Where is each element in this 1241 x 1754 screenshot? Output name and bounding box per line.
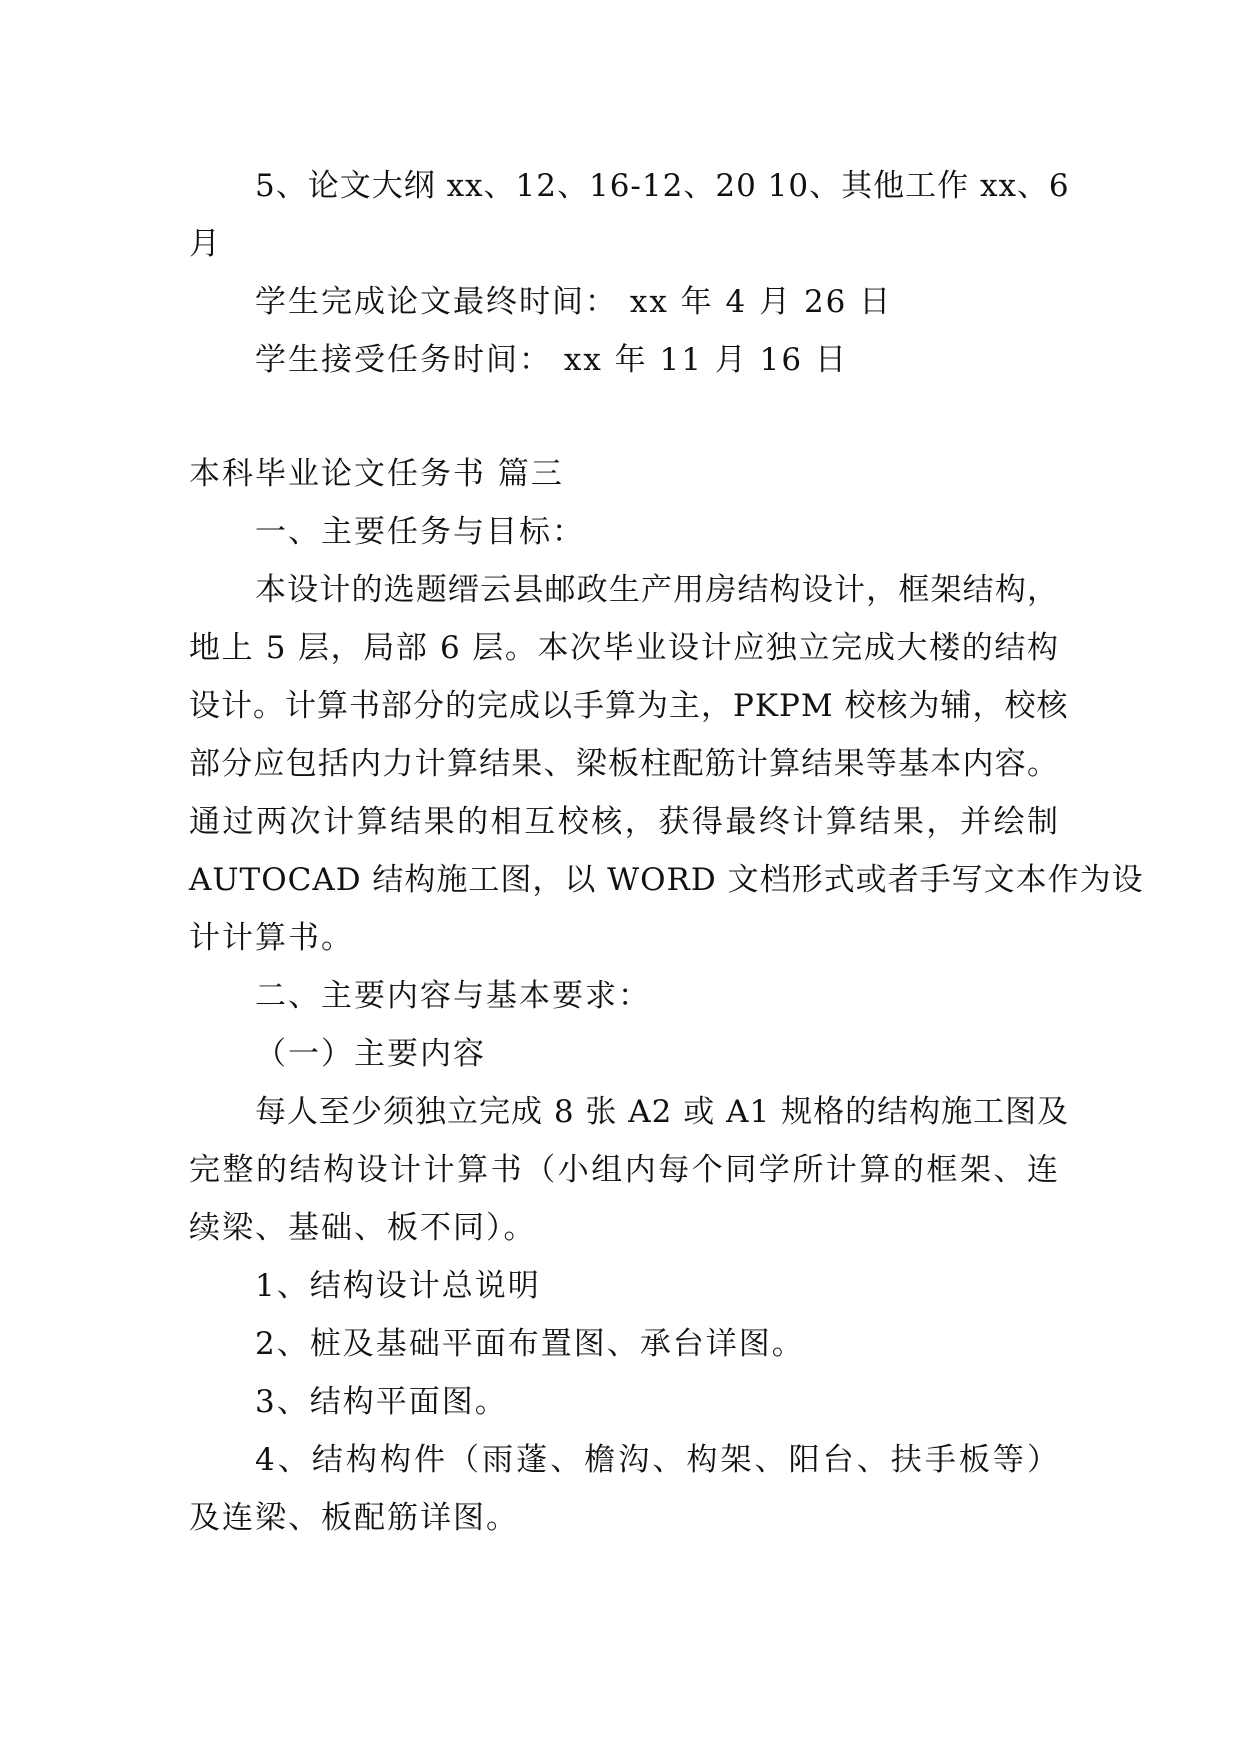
text-line: 计计算书。	[189, 920, 354, 956]
text-line: 本设计的选题缙云县邮政生产用房结构设计，框架结构，	[255, 572, 1059, 608]
text-line: 部分应包括内力计算结果、梁板柱配筋计算结果等基本内容。	[189, 746, 1059, 782]
text-line: 通过两次计算结果的相互校核，获得最终计算结果，并绘制	[189, 804, 1059, 840]
list-item: 1、结构设计总说明	[255, 1268, 541, 1304]
text-line: 续梁、基础、板不同）。	[189, 1210, 537, 1246]
text-line: 学生完成论文最终时间： xx 年 4 月 26 日	[255, 284, 893, 320]
subheading: 一、主要任务与目标：	[255, 514, 585, 550]
text-line: 完整的结构设计计算书（小组内每个同学所计算的框架、连	[189, 1152, 1059, 1188]
text-line: 地上 5 层，局部 6 层。本次毕业设计应独立完成大楼的结构	[189, 630, 1059, 666]
list-item: 4、结构构件（雨蓬、檐沟、构架、阳台、扶手板等）	[255, 1442, 1059, 1478]
text-line: 学生接受任务时间： xx 年 11 月 16 日	[255, 342, 848, 378]
text-line: 及连梁、板配筋详图。	[189, 1500, 519, 1536]
subheading: 二、主要内容与基本要求：	[255, 978, 651, 1014]
text-line: 5、论文大纲 xx、12、16-12、20 10、其他工作 xx、6	[255, 168, 1070, 204]
subheading: （一）主要内容	[255, 1036, 486, 1072]
list-item: 2、桩及基础平面布置图、承台详图。	[255, 1326, 805, 1362]
text-line: AUTOCAD 结构施工图，以 WORD 文档形式或者手写文本作为设	[189, 862, 1144, 898]
text-line: 设计。计算书部分的完成以手算为主，PKPM 校核为辅，校核	[189, 688, 1069, 724]
text-line: 月	[189, 226, 222, 262]
text-line: 每人至少须独立完成 8 张 A2 或 A1 规格的结构施工图及	[255, 1094, 1070, 1130]
section-heading: 本科毕业论文任务书 篇三	[189, 456, 564, 492]
list-item: 3、结构平面图。	[255, 1384, 508, 1420]
